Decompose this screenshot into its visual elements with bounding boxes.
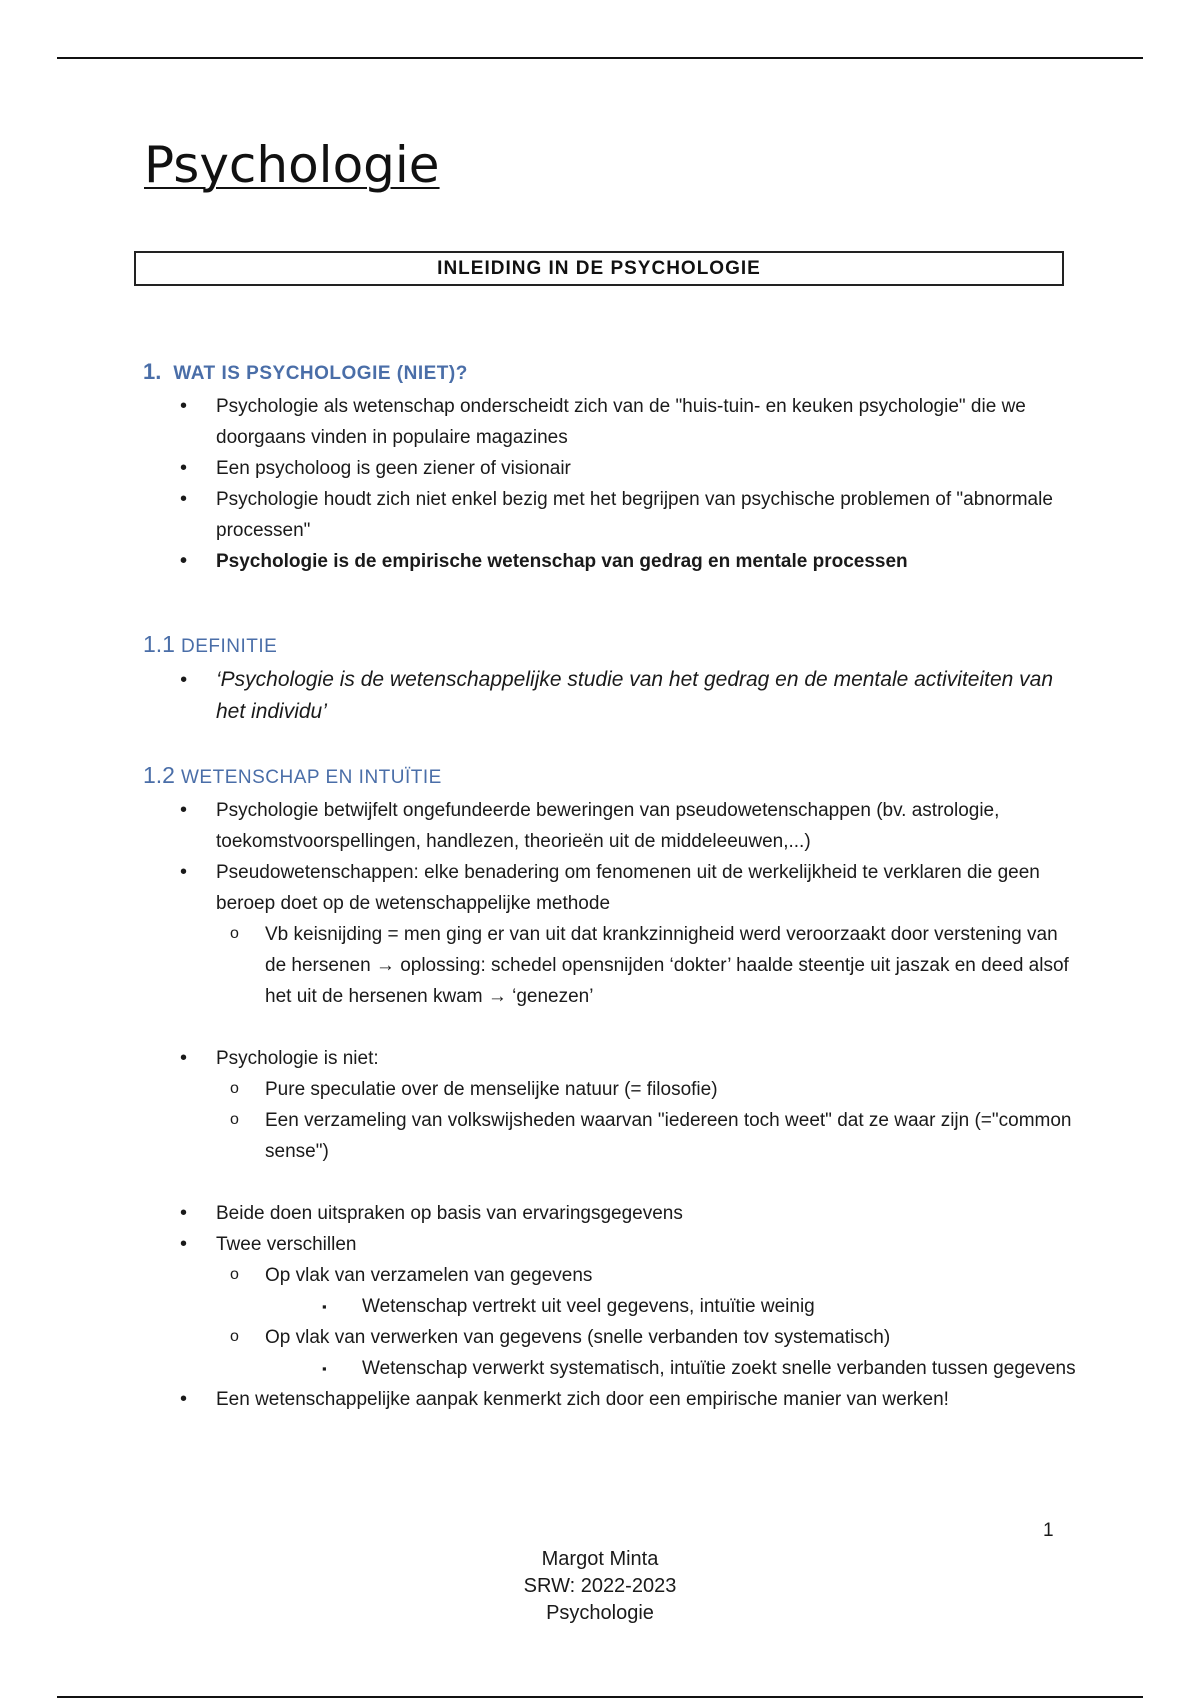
spacer bbox=[180, 1167, 1080, 1198]
section-heading-1-2 bbox=[143, 762, 442, 790]
section-title: DEFINITIE bbox=[180, 636, 278, 657]
sub-list-item: o Vb keisnijding = men ging er van uit dat krankzinnigheid werd veroorzaakt door verstening van de hersenen → oplossing: schedel opensnijden ‘dokter’ haalde steentje uit jaszak en deed alsof het uit de hersenen kwam → ‘genezen’ bbox=[180, 919, 1080, 1012]
section-1-1-list bbox=[180, 664, 1080, 728]
page-number: 1 bbox=[1043, 1520, 1054, 1541]
list-item: • Psychologie als wetenschap onderscheidt zich van de "huis-tuin- en keuken psychologie" die we doorgaans vinden in populaire magazines bbox=[180, 391, 1060, 453]
footer-author: Margot Minta bbox=[541, 1548, 659, 1570]
section-title: WETENSCHAP EN INTUÏTIE bbox=[180, 767, 442, 788]
spacer bbox=[180, 1012, 1080, 1043]
section-heading-1 bbox=[143, 358, 468, 386]
list-item: • Twee verschillen bbox=[180, 1229, 1080, 1260]
section-number: 1. bbox=[143, 359, 162, 384]
sub-list-item: o Op vlak van verzamelen van gegevens bbox=[180, 1260, 1080, 1291]
list-item: • Een wetenschappelijke aanpak kenmerkt zich door een empirische manier van werken! bbox=[180, 1384, 1080, 1415]
header-rule bbox=[57, 57, 1143, 59]
section-number: 1.1 bbox=[143, 631, 175, 657]
list-item: • ‘Psychologie is de wetenschappelijke studie van het gedrag en de mentale activiteiten van het individu’ bbox=[180, 664, 1080, 728]
list-item: • Een psycholoog is geen ziener of visionair bbox=[180, 453, 1060, 484]
footer-subject: Psychologie bbox=[546, 1602, 654, 1624]
list-item: • Psychologie is niet: bbox=[180, 1043, 1080, 1074]
section-1-2-list bbox=[180, 795, 1080, 1415]
section-heading-1-1 bbox=[143, 631, 277, 659]
chapter-title-box bbox=[134, 251, 1064, 286]
list-item: • Psychologie betwijfelt ongefundeerde beweringen van pseudowetenschappen (bv. astrologie, toekomstvoorspellingen, handlezen, theorieën uit de middeleeuwen,...) bbox=[180, 795, 1080, 857]
list-item: • Pseudowetenschappen: elke benadering om fenomenen uit de werkelijkheid te verklaren die geen beroep doet op de wetenschappelijke methode bbox=[180, 857, 1080, 919]
sub-sub-list-item: ▪ Wetenschap verwerkt systematisch, intuïtie zoekt snelle verbanden tussen gegevens bbox=[180, 1353, 1080, 1384]
sub-sub-list-item: ▪ Wetenschap vertrekt uit veel gegevens, intuïtie weinig bbox=[180, 1291, 1080, 1322]
footer-year: SRW: 2022-2023 bbox=[523, 1575, 677, 1597]
section-number: 1.2 bbox=[143, 762, 175, 788]
list-item: • Psychologie is de empirische wetenschap van gedrag en mentale processen bbox=[180, 546, 1060, 577]
chapter-title: INLEIDING IN DE PSYCHOLOGIE bbox=[437, 257, 761, 279]
list-item: • Beide doen uitspraken op basis van ervaringsgegevens bbox=[180, 1198, 1080, 1229]
list-item: • Psychologie houdt zich niet enkel bezig met het begrijpen van psychische problemen of "abnormale processen" bbox=[180, 484, 1060, 546]
footer-rule bbox=[57, 1696, 1143, 1698]
document-title: Psychologie bbox=[144, 136, 440, 194]
sub-list-item: o Een verzameling van volkswijsheden waarvan "iedereen toch weet" dat ze waar zijn (="common sense") bbox=[180, 1105, 1080, 1167]
sub-list-item: o Pure speculatie over de menselijke natuur (= filosofie) bbox=[180, 1074, 1080, 1105]
page-footer bbox=[400, 1546, 800, 1627]
section-1-list bbox=[180, 391, 1060, 577]
section-title: WAT IS PSYCHOLOGIE (NIET)? bbox=[173, 363, 468, 384]
sub-list-item: o Op vlak van verwerken van gegevens (snelle verbanden tov systematisch) bbox=[180, 1322, 1080, 1353]
